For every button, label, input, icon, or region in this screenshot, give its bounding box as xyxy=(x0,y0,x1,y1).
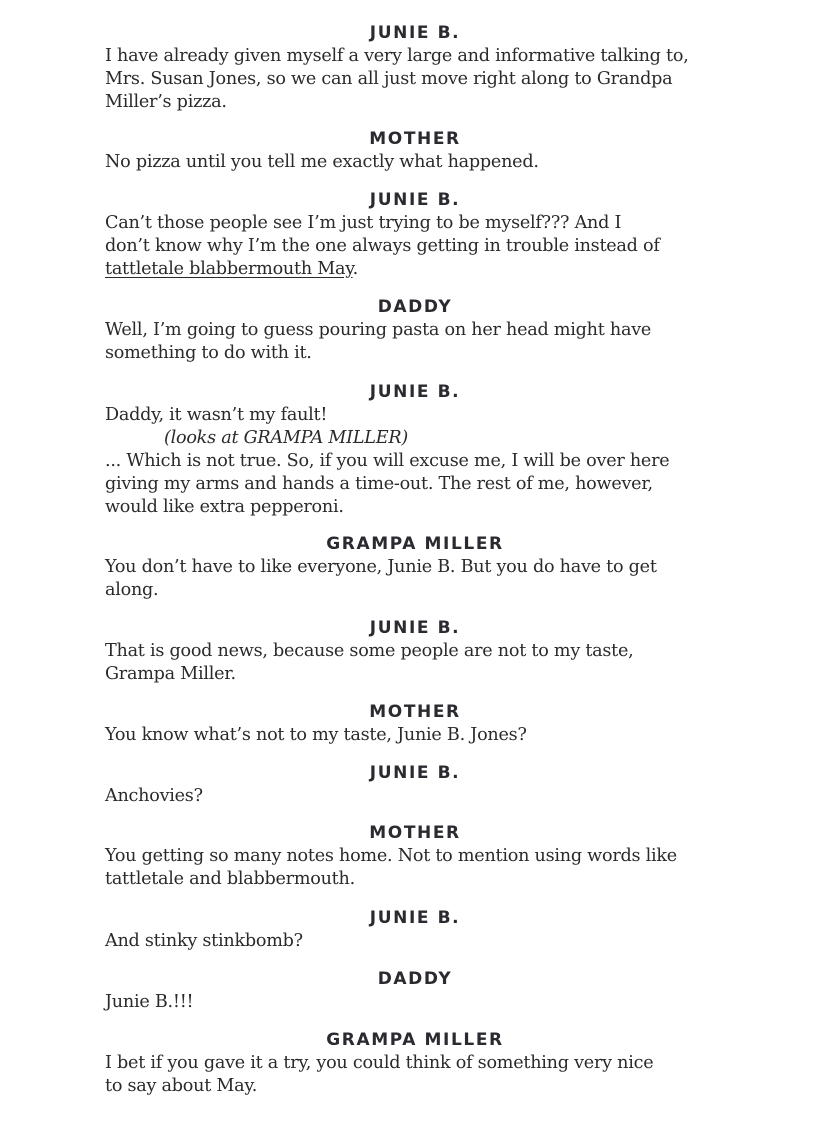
dialogue-line: You don’t have to like everyone, Junie B. But you do have to get xyxy=(105,557,657,577)
dialogue-line: Can’t those people see I’m just trying to be myself??? And I xyxy=(105,213,622,233)
dialogue-block xyxy=(105,1029,725,1098)
dialogue-line: ... Which is not true. So, if you will excuse me, I will be over here xyxy=(105,451,670,471)
speaker-name: JUNIE B. xyxy=(369,763,461,783)
dialogue-line: Grampa Miller. xyxy=(105,664,236,684)
dialogue-line: Anchovies? xyxy=(105,786,203,806)
dialogue-line: I have already given myself a very large and informative talking to, xyxy=(105,46,689,66)
dialogue-line: That is good news, because some people are not to my taste, xyxy=(105,641,634,661)
dialogue-line: giving my arms and hands a time-out. The rest of me, however, xyxy=(105,474,653,494)
speaker-name: JUNIE B. xyxy=(369,23,461,43)
dialogue-line: along. xyxy=(105,580,159,600)
punctuation: . xyxy=(352,259,358,279)
dialogue-block xyxy=(105,617,725,686)
dialogue-line: to say about May. xyxy=(105,1076,258,1096)
speaker-name: JUNIE B. xyxy=(369,618,461,638)
speaker-name: MOTHER xyxy=(369,823,461,843)
dialogue-block xyxy=(105,128,725,174)
speaker-name: JUNIE B. xyxy=(369,908,461,928)
dialogue-line: would like extra pepperoni. xyxy=(105,497,344,517)
dialogue-block xyxy=(105,296,725,365)
speaker-name: MOTHER xyxy=(369,129,461,149)
dialogue-line: don’t know why I’m the one always getting in trouble instead of xyxy=(105,236,660,256)
dialogue-block xyxy=(105,533,725,602)
dialogue-block xyxy=(105,968,725,1014)
stage-direction: (looks at GRAMPA MILLER) xyxy=(164,428,408,448)
speaker-name: JUNIE B. xyxy=(369,382,461,402)
speaker-name: MOTHER xyxy=(369,702,461,722)
speaker-name: GRAMPA MILLER xyxy=(326,1030,504,1050)
speaker-name: DADDY xyxy=(377,969,453,989)
dialogue-block xyxy=(105,701,725,747)
speaker-name: JUNIE B. xyxy=(369,190,461,210)
dialogue-line: Miller’s pizza. xyxy=(105,92,227,112)
dialogue-block xyxy=(105,189,725,281)
dialogue-line: Well, I’m going to guess pouring pasta on her head might have xyxy=(105,320,652,340)
speaker-name: DADDY xyxy=(377,297,453,317)
dialogue-line xyxy=(105,258,725,281)
dialogue-block xyxy=(105,907,725,953)
dialogue-line: tattletale and blabbermouth. xyxy=(105,869,355,889)
dialogue-block xyxy=(105,22,725,114)
dialogue-line: Daddy, it wasn’t my fault! xyxy=(105,405,328,425)
dialogue-line: Mrs. Susan Jones, so we can all just move right along to Grandpa xyxy=(105,69,673,89)
dialogue-line: Junie B.!!! xyxy=(105,992,194,1012)
dialogue-block xyxy=(105,762,725,808)
dialogue-line: No pizza until you tell me exactly what happened. xyxy=(105,152,539,172)
dialogue-line: something to do with it. xyxy=(105,343,312,363)
dialogue-line: And stinky stinkbomb? xyxy=(105,931,303,951)
dialogue-line: You getting so many notes home. Not to mention using words like xyxy=(105,846,677,866)
dialogue-line: I bet if you gave it a try, you could think of something very nice xyxy=(105,1053,654,1073)
dialogue-block xyxy=(105,822,725,891)
speaker-name: GRAMPA MILLER xyxy=(326,534,504,554)
dialogue-block xyxy=(105,381,725,519)
underlined-text: tattletale blabbermouth May xyxy=(105,259,353,279)
dialogue-line: You know what’s not to my taste, Junie B. Jones? xyxy=(105,725,527,745)
